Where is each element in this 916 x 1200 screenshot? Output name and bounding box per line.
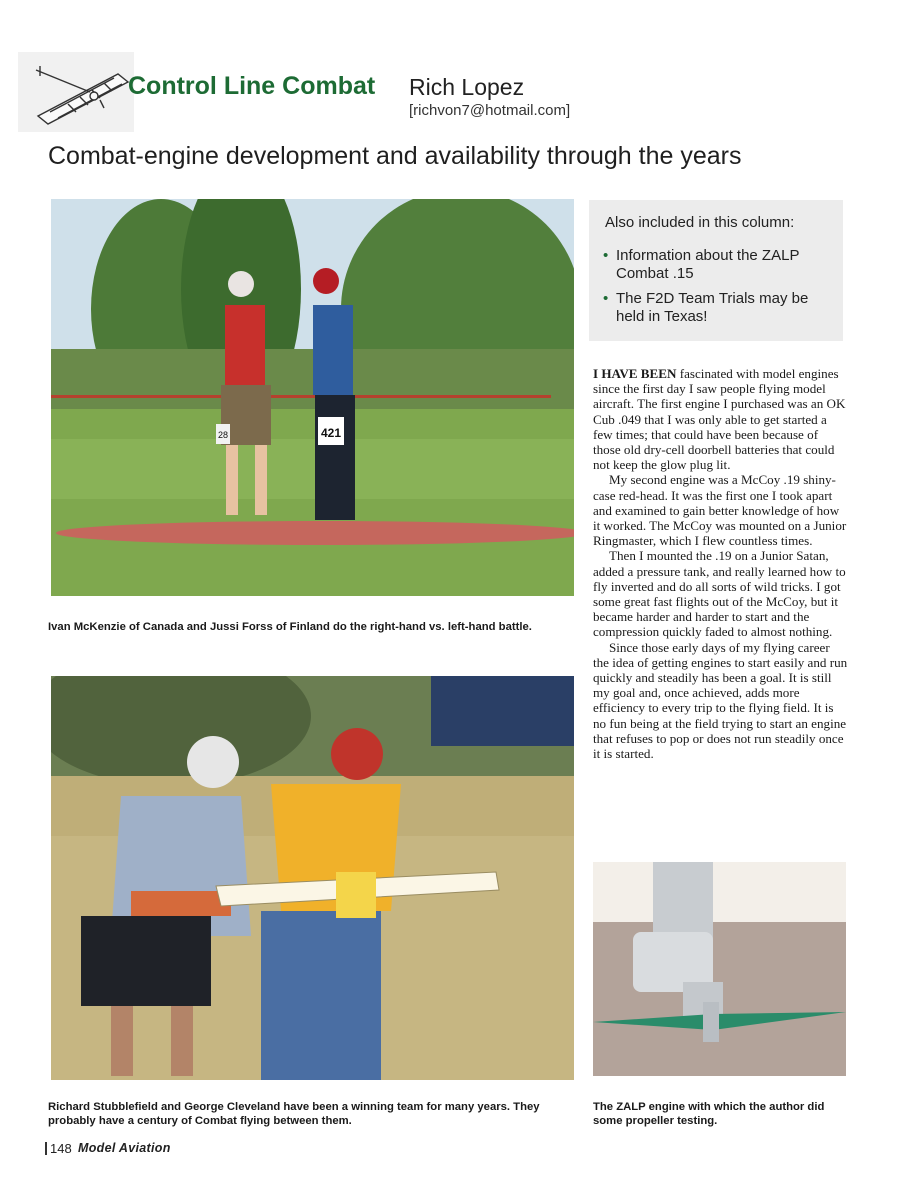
folio-divider	[45, 1142, 47, 1155]
sidebar-item-text: Information about the ZALP Combat .15	[616, 247, 800, 282]
sidebar-item	[603, 247, 833, 283]
magazine-name: Model Aviation	[78, 1141, 171, 1155]
photo-pilots-circle	[51, 199, 574, 596]
paragraph-1	[593, 366, 848, 472]
bullet-icon: •	[603, 247, 609, 264]
lead-in: I HAVE BEEN	[593, 366, 677, 381]
column-logo	[18, 52, 134, 132]
combat-plane-icon	[18, 52, 134, 132]
page-number: 148	[50, 1141, 72, 1156]
paragraph-4: Since those early days of my flying career the idea of getting engines to start easily and run quickly and steadily has been a goal. It is still my goal and, once achieved, adds more efficiency to every trip to the flying field. It is no fun being at the field trying to start an engine that refuses to pop or does not run steadily once it is started.	[593, 639, 848, 762]
photo-zalp-engine	[593, 862, 846, 1076]
photo-team-plane	[51, 676, 574, 1080]
bib-number: 421	[320, 426, 342, 440]
sidebar-item	[603, 290, 833, 326]
bib-number-2: 28	[217, 430, 229, 440]
author-email[interactable]: [richvon7@hotmail.com]	[409, 102, 571, 119]
paragraph-3: Then I mounted the .19 on a Junior Satan, added a pressure tank, and really learned how to fly inverted and do all sorts of wild tricks. I got some great fast flights out of the McCoy, but it became harder and harder to start and the compression quickly faded to almost nothing.	[593, 548, 846, 640]
sidebar-item-text: The F2D Team Trials may be held in Texas!	[616, 290, 809, 325]
caption-photo-3: The ZALP engine with which the author did some propeller testing.	[593, 1101, 825, 1127]
sidebar-heading: Also included in this column:	[605, 214, 795, 231]
author-name: Rich Lopez	[409, 74, 525, 100]
sidebar-box	[589, 200, 843, 341]
column-name: Control Line Combat	[128, 72, 376, 100]
caption-photo-1: Ivan McKenzie of Canada and Jussi Forss of Finland do the right-hand vs. left-hand battle.	[48, 621, 532, 633]
paragraph-2: My second engine was a McCoy .19 shiny-case red-head. It was the first one I took apart and examined to gain better knowledge of how it worked. The McCoy was mounted on a Junior Ringmaster, which I flew countless times.	[593, 472, 847, 549]
paragraph-1-text: fascinated with model engines since the first day I saw people flying model aircraft. The first engine I purchased was an OK Cub .049 that I was only able to get started a few times; that could have been because of those old dry-cell doorbell batteries that could not keep the glow plug lit.	[593, 366, 846, 473]
bullet-icon: •	[603, 290, 609, 307]
article-body	[593, 366, 848, 761]
caption-photo-2: Richard Stubblefield and George Cleveland have been a winning team for many years. They probably have a century of Combat flying between them.	[48, 1101, 540, 1127]
article-title: Combat-engine development and availability through the years	[48, 142, 742, 170]
